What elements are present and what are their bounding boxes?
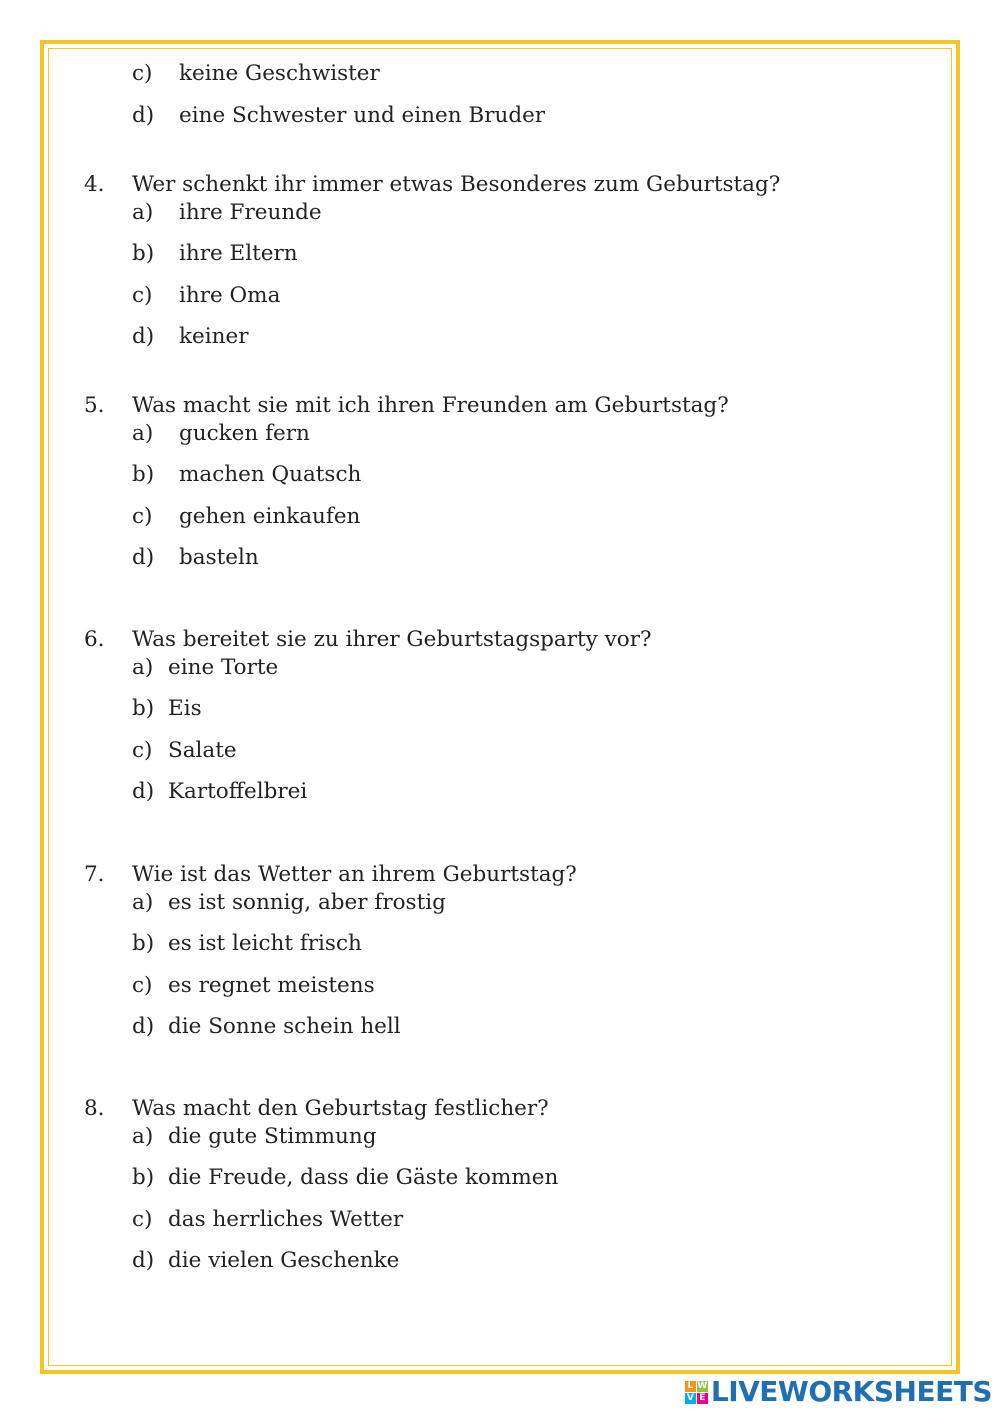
logo-mark-tile: W bbox=[697, 1380, 708, 1391]
option-text: keiner bbox=[179, 324, 249, 349]
question-number: 6. bbox=[84, 627, 105, 652]
logo-mark-tile: V bbox=[685, 1393, 696, 1404]
option-text: keine Geschwister bbox=[179, 61, 380, 86]
option-text: die vielen Geschenke bbox=[168, 1248, 400, 1273]
option-text: ihre Freunde bbox=[179, 200, 322, 225]
option-letter: a) bbox=[132, 421, 154, 446]
liveworksheets-logo bbox=[685, 1375, 992, 1409]
option-text: gucken fern bbox=[179, 421, 310, 446]
option-letter: a) bbox=[132, 890, 154, 915]
option-letter: d) bbox=[132, 1014, 155, 1039]
option-text: es ist sonnig, aber frostig bbox=[168, 890, 446, 915]
question-text: Wer schenkt ihr immer etwas Besonderes zum Geburtstag? bbox=[132, 172, 781, 197]
question-number: 8. bbox=[84, 1096, 105, 1121]
option-text: es ist leicht frisch bbox=[168, 931, 362, 956]
option-letter: a) bbox=[132, 1124, 154, 1149]
option-letter: a) bbox=[132, 200, 154, 225]
option-text: gehen einkaufen bbox=[179, 504, 361, 529]
option-text: die Freude, dass die Gäste kommen bbox=[168, 1165, 559, 1190]
option-letter: d) bbox=[132, 324, 155, 349]
option-letter: d) bbox=[132, 779, 155, 804]
question-number: 5. bbox=[84, 393, 105, 418]
option-letter: d) bbox=[132, 103, 155, 128]
option-text: ihre Eltern bbox=[179, 241, 298, 266]
option-letter: d) bbox=[132, 545, 155, 570]
option-letter: b) bbox=[132, 462, 155, 487]
option-text: Kartoffelbrei bbox=[168, 779, 308, 804]
option-text: die Sonne schein hell bbox=[168, 1014, 401, 1039]
question-number: 4. bbox=[84, 172, 105, 197]
option-text: ihre Oma bbox=[179, 283, 281, 308]
option-text: basteln bbox=[179, 545, 259, 570]
option-text: die gute Stimmung bbox=[168, 1124, 377, 1149]
option-letter: b) bbox=[132, 241, 155, 266]
option-letter: d) bbox=[132, 1248, 155, 1273]
option-letter: c) bbox=[132, 283, 153, 308]
question-text: Was bereitet sie zu ihrer Geburtstagsparty vor? bbox=[132, 627, 652, 652]
option-letter: b) bbox=[132, 1165, 155, 1190]
option-text: eine Torte bbox=[168, 655, 279, 680]
option-text: das herrliches Wetter bbox=[168, 1207, 404, 1232]
option-text: es regnet meistens bbox=[168, 973, 375, 998]
option-letter: c) bbox=[132, 738, 153, 763]
option-letter: c) bbox=[132, 1207, 153, 1232]
question-text: Wie ist das Wetter an ihrem Geburtstag? bbox=[132, 862, 577, 887]
option-letter: c) bbox=[132, 61, 153, 86]
logo-mark-icon bbox=[685, 1381, 708, 1404]
option-text: Eis bbox=[168, 696, 202, 721]
question-text: Was macht den Geburtstag festlicher? bbox=[132, 1096, 549, 1121]
option-letter: b) bbox=[132, 696, 155, 721]
logo-mark-tile: E bbox=[697, 1393, 708, 1404]
logo-text: LIVEWORKSHEETS bbox=[710, 1375, 992, 1408]
logo-mark-tile: L bbox=[685, 1381, 696, 1392]
option-text: eine Schwester und einen Bruder bbox=[179, 103, 546, 128]
option-text: machen Quatsch bbox=[179, 462, 362, 487]
question-number: 7. bbox=[84, 862, 105, 887]
option-letter: c) bbox=[132, 504, 153, 529]
option-letter: a) bbox=[132, 655, 154, 680]
option-letter: b) bbox=[132, 931, 155, 956]
option-text: Salate bbox=[168, 738, 237, 763]
question-text: Was macht sie mit ich ihren Freunden am Geburtstag? bbox=[132, 393, 729, 418]
option-letter: c) bbox=[132, 973, 153, 998]
